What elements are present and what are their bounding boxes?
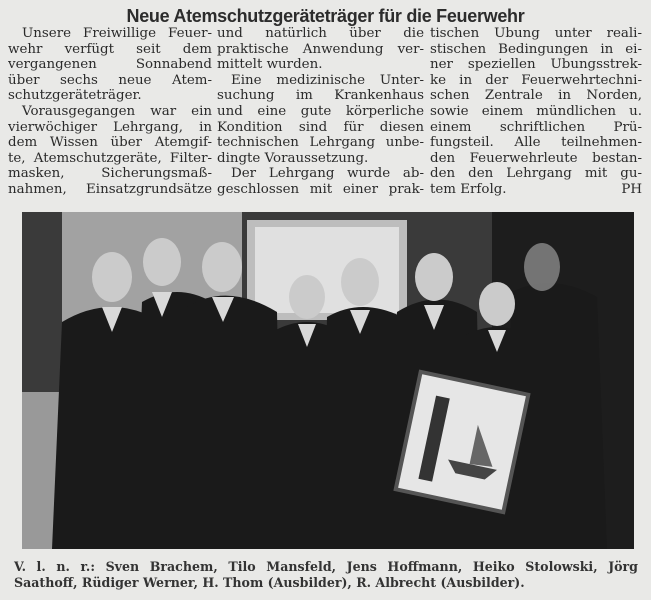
article-line: geschlossen mit einer prak- (217, 181, 424, 197)
article-line: masken, Sicherungsmaß- (8, 166, 212, 182)
article-line: Kondition sind für diesen (217, 119, 424, 135)
article-line: Vorausgegangen war ein (22, 103, 212, 119)
article-line: mittelt wurden. (217, 57, 323, 73)
article-line: tem Erfolg. (430, 181, 507, 197)
article-line: einem schriftlichen Prü- (430, 119, 642, 135)
caption-line: Saathoff, Rüdiger Werner, H. Thom (Ausbilder), R. Albrecht (Ausbilder). (14, 575, 525, 590)
group-photo-image (22, 212, 634, 549)
article-line: den den Lehrgang mit gu- (430, 166, 642, 182)
group-photo (22, 212, 634, 549)
article-line: über sechs neue Atem- (8, 72, 212, 88)
photo-caption (14, 559, 638, 591)
article-line: ner speziellen Übungsstrek- (430, 57, 642, 73)
article-line: nahmen, Einsatzgrundsätze (8, 181, 212, 197)
article-line: schen Zentrale in Norden, (430, 88, 642, 104)
article-line: dem Wissen über Atemgif- (8, 135, 212, 151)
article-column-3 (430, 26, 642, 198)
article-line: dingte Voraussetzung. (217, 150, 369, 166)
author-initials: PH (621, 182, 642, 197)
article-line: Unsere Freiwillige Feuer- (22, 26, 212, 41)
article-line: technischen Lehrgang unbe- (217, 135, 424, 151)
headline: Neue Atemschutzgeräteträger für die Feuerwehr (126, 6, 525, 26)
article-line: vergangenen Sonnabend (8, 57, 212, 73)
article-line: Eine medizinische Unter- (231, 72, 424, 88)
article-line: te, Atemschutzgeräte, Filter- (8, 150, 212, 166)
article-line: fungsteil. Alle teilnehmen- (430, 135, 642, 151)
article-line: Der Lehrgang wurde ab- (231, 166, 424, 182)
article-line: stischen Bedingungen in ei- (430, 41, 642, 57)
article-line: und eine gute körperliche (217, 103, 424, 119)
article-line: sowie einem mündlichen u. (430, 103, 642, 119)
article-column-1 (8, 26, 212, 198)
article-column-2 (217, 26, 424, 198)
article-line: tischen Übung unter reali- (430, 26, 642, 41)
article-line: vierwöchiger Lehrgang, in (8, 119, 212, 135)
article-line: ke in der Feuerwehrtechni- (430, 72, 642, 88)
article-line: wehr verfügt seit dem (8, 41, 212, 57)
article-line: suchung im Krankenhaus (217, 88, 424, 104)
article-line: und natürlich über die (217, 26, 424, 41)
article-line: den Feuerwehrleute bestan- (430, 150, 642, 166)
caption-line: V. l. n. r.: Sven Brachem, Tilo Mansfeld, Jens Hoffmann, Heiko Stolowski, Jörg (14, 559, 638, 574)
article-line: schutzgeräteträger. (8, 88, 142, 104)
article-line: praktische Anwendung ver- (217, 41, 424, 57)
